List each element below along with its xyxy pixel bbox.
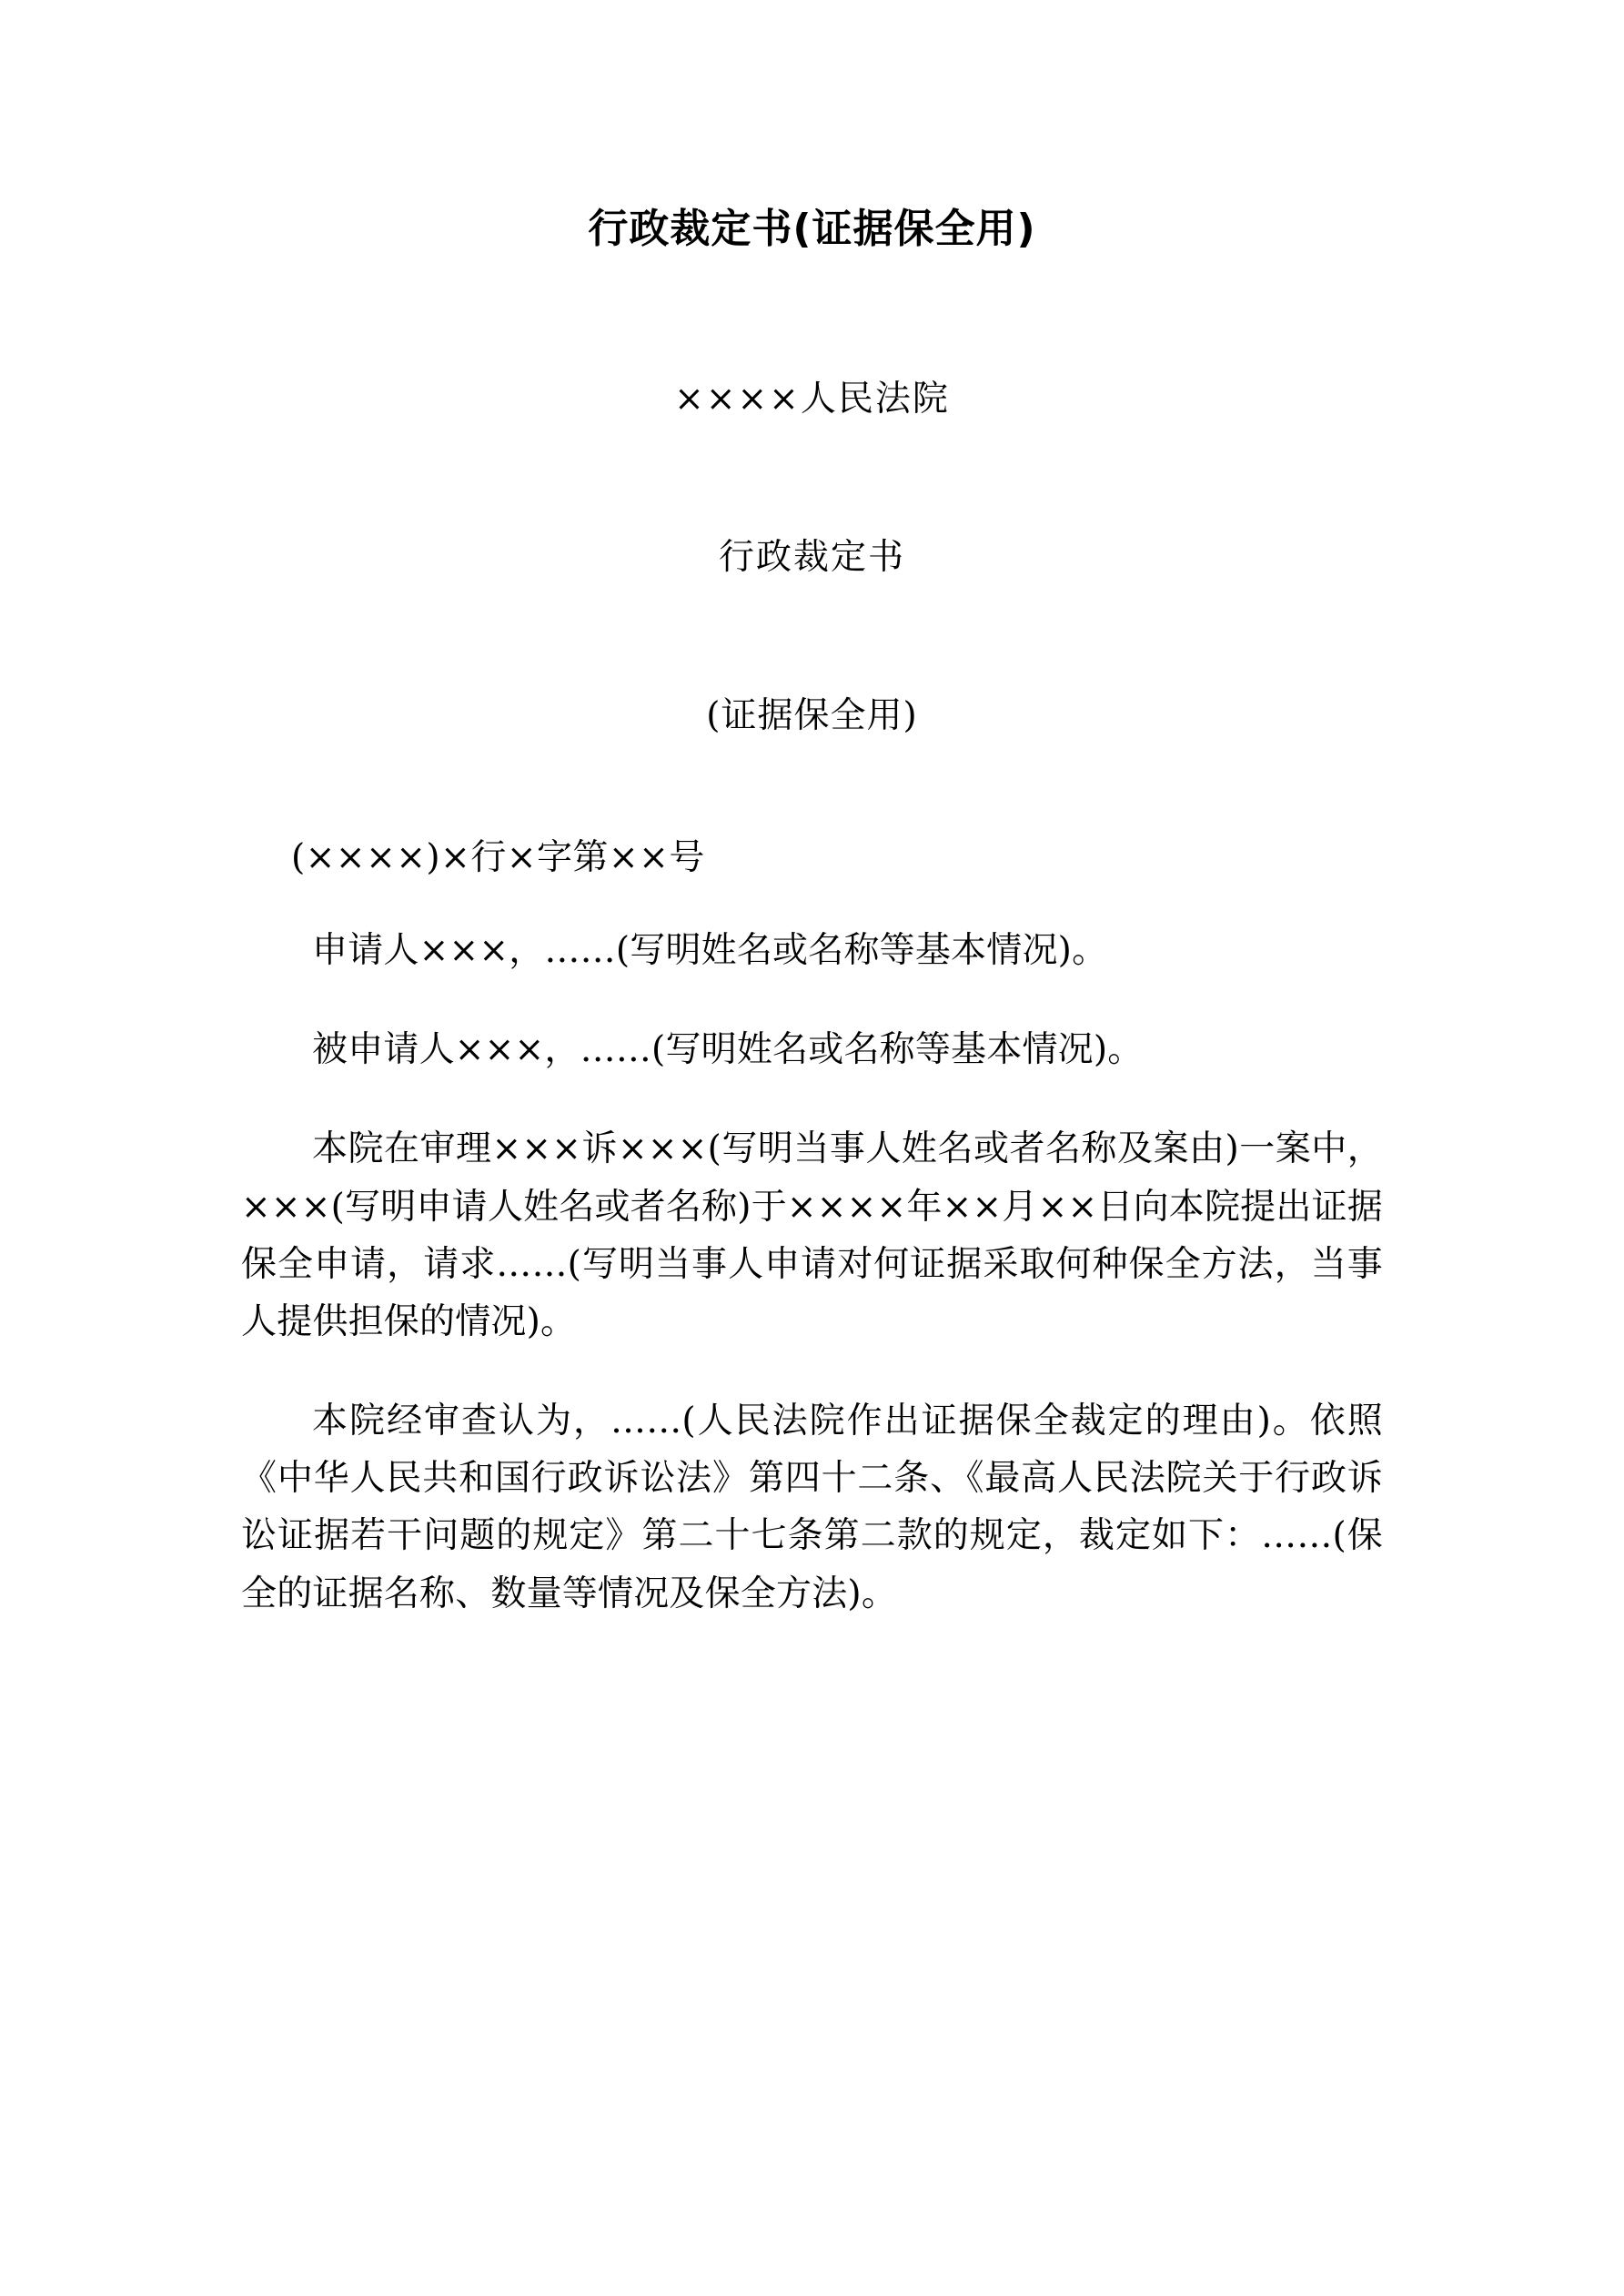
ruling-paragraph: 本院经审查认为，……(人民法院作出证据保全裁定的理由)。依照《中华人民共和国行政诉讼法》第四十二条、《最高人民法院关于行政诉讼证据若干问题的规定》第二十七条第二款的规定，裁定如下：……(保全的证据名称、数量等情况及保全方法)。 xyxy=(241,1401,1383,1614)
respondent-paragraph: 被申请人×××，……(写明姓名或名称等基本情况)。 xyxy=(312,1029,1144,1071)
document-subtitle: (证据保全用) xyxy=(706,695,918,736)
court-name: ××××人民法院 xyxy=(674,379,950,420)
case-background-paragraph: 本院在审理×××诉×××(写明当事人姓名或者名称及案由)一案中，×××(写明申请人姓名或者名称)于××××年××月××日向本院提出证据保全申请，请求……(写明当事人申请对何证据采取何种保全方法，当事人提供担保的情况)。 xyxy=(241,1128,1383,1342)
case-number: (××××)×行×字第××号 xyxy=(291,837,705,878)
applicant-paragraph: 申请人×××，……(写明姓名或名称等基本情况)。 xyxy=(312,930,1108,971)
document-kind: 行政裁定书 xyxy=(718,537,905,578)
page-title: 行政裁定书(证据保全用) xyxy=(588,206,1036,252)
